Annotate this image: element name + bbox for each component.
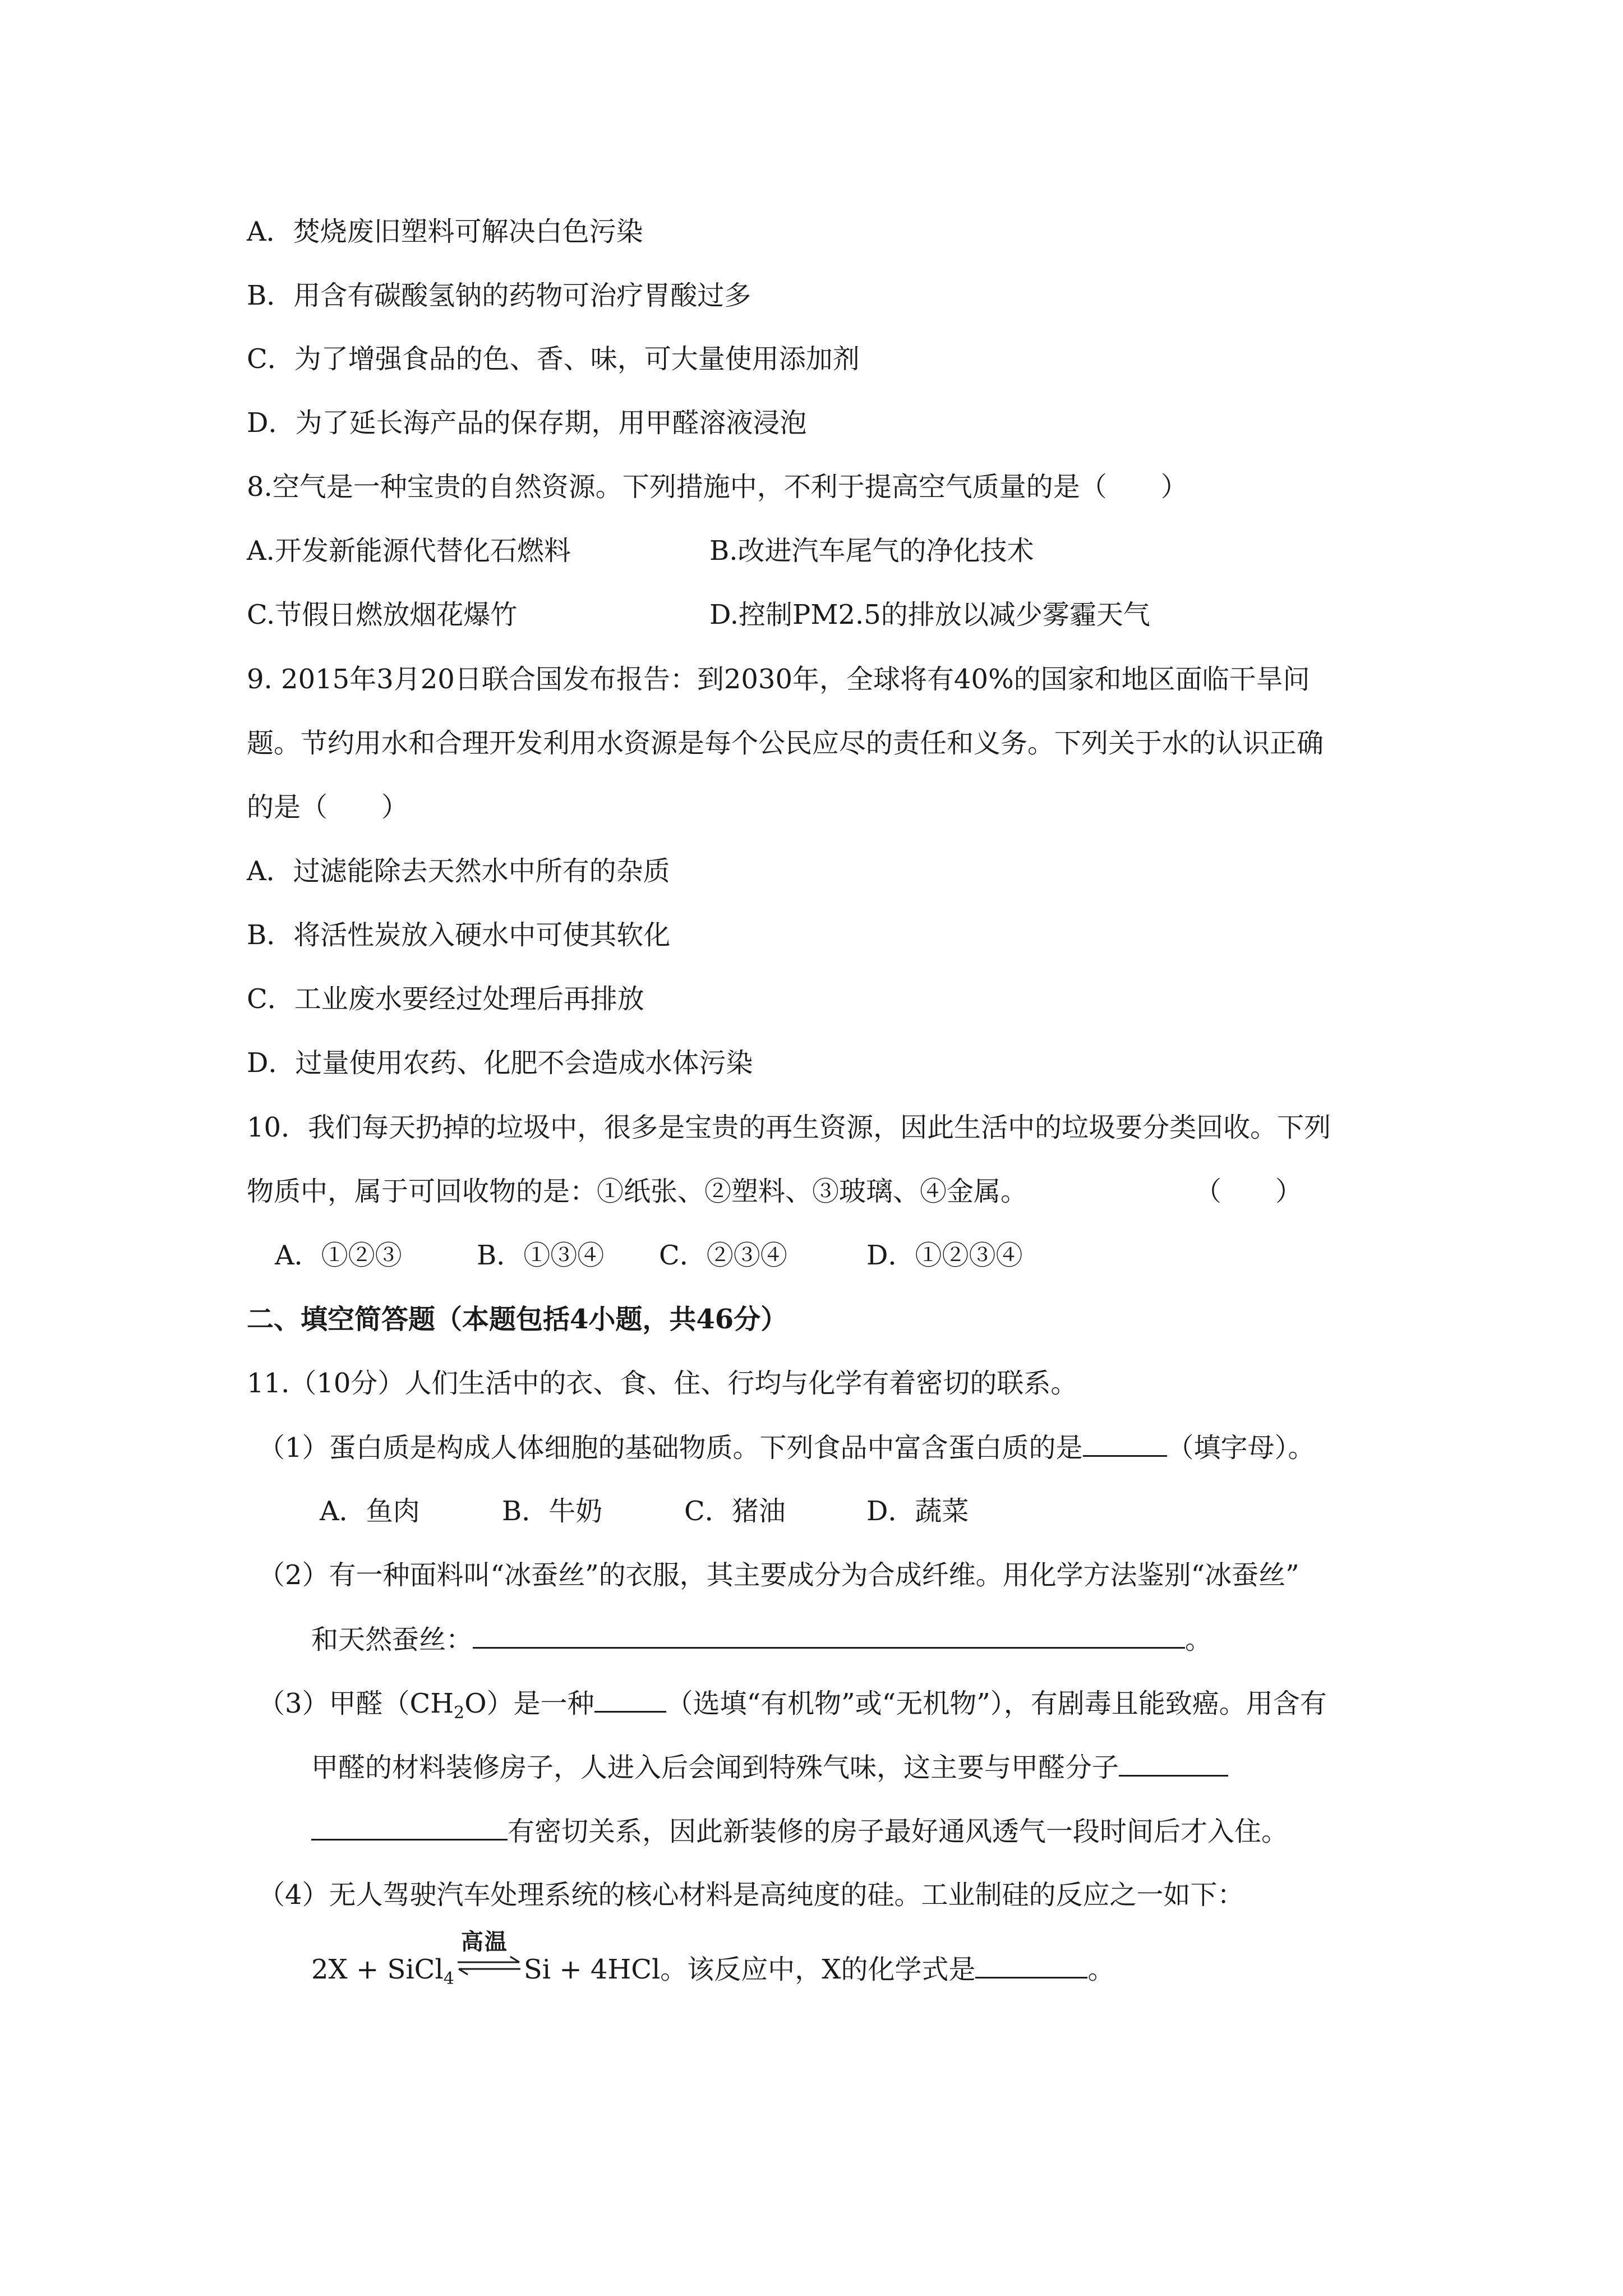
q11-part1-option-d: D．蔬菜 (866, 1496, 969, 1527)
q11-part4-equation (311, 1929, 1115, 1996)
q11-part4-line1: （4）无人驾驶汽车处理系统的核心材料是高纯度的硅。工业制硅的反应之一如下： (258, 1879, 1244, 1911)
q11-part3-tail: （选填“有机物”或“无机物”），有剧毒且能致癌。用含有 (666, 1688, 1327, 1719)
q11-part1-blank[interactable] (1083, 1430, 1167, 1457)
q11-part3-subscript: 2 (454, 1703, 465, 1723)
q10-options (275, 1239, 1023, 1272)
q11-part4-eq-right: Si + 4HCl。该反应中，X的化学式是 (523, 1954, 976, 1985)
q11-part1-tail: （填字母）。 (1166, 1432, 1315, 1464)
q11-part3-mid: O）是一种 (464, 1688, 594, 1719)
q11-stem: 11.（10分）人们生活中的衣、食、住、行均与化学有着密切的联系。 (247, 1368, 1078, 1399)
q11-part4-condition: 高温 (460, 1929, 508, 1955)
q11-part3-blank1[interactable] (594, 1686, 666, 1713)
q11-part3-line3 (311, 1814, 1288, 1848)
q11-part4-blank[interactable] (975, 1952, 1087, 1978)
q11-part4-tail: 。 (1087, 1954, 1115, 1985)
q9-option-a: A．过滤能除去天然水中所有的杂质 (247, 855, 670, 887)
q8-option-d: D.控制PM2.5的排放以减少雾霾天气 (709, 599, 1150, 631)
q11-part3-head: （3）甲醛（CH (258, 1688, 454, 1719)
q11-part3-line1 (258, 1686, 1327, 1730)
q9-option-c: C．工业废水要经过处理后再排放 (247, 983, 644, 1015)
q11-part1-option-a: A．鱼肉 (320, 1496, 420, 1527)
section-heading: 二、填空简答题（本题包括4小题，共46分） (247, 1304, 788, 1335)
q9-stem-line1: 9. 2015年3月20日联合国发布报告：到2030年，全球将有40%的国家和地区面临干旱问 (247, 664, 1310, 695)
q11-part2-line2 (311, 1622, 1212, 1657)
q10-stem-line2 (247, 1175, 1302, 1208)
q8-option-a: A.开发新能源代替化石燃料 (247, 535, 571, 567)
q11-part3-line2 (311, 1750, 1228, 1784)
q10-answer-paren: （ ） (1195, 1176, 1303, 1207)
q11-part4-eq-subscript: 4 (443, 1969, 454, 1989)
q8-option-c: C.节假日燃放烟花爆竹 (247, 599, 518, 631)
q11-part1-option-c: C．猪油 (684, 1496, 786, 1527)
q10-option-b: B．①③④ (477, 1240, 605, 1271)
q11-part2-text: 和天然蚕丝： (311, 1624, 473, 1655)
q10-option-d: D．①②③④ (866, 1240, 1023, 1271)
q11-part1-option-b: B．牛奶 (502, 1496, 603, 1527)
q8-option-b: B.改进汽车尾气的净化技术 (709, 535, 1034, 567)
q11-part2-line1: （2）有一种面料叫“冰蚕丝”的衣服，其主要成分为合成纤维。用化学方法鉴别“冰蚕丝” (258, 1559, 1299, 1591)
q8-options-row1 (247, 534, 1034, 568)
q11-part2-tail: 。 (1185, 1624, 1212, 1655)
q7-option-c: C．为了增强食品的色、香、味，可大量使用添加剂 (247, 343, 860, 375)
q9-option-d: D．过量使用农药、化肥不会造成水体污染 (247, 1047, 753, 1079)
q11-part3-text2: 甲醛的材料装修房子，人进入后会闻到特殊气味，这主要与甲醛分子 (311, 1752, 1119, 1783)
q11-part3-text3: 有密切关系，因此新装修的房子最好通风透气一段时间后才入住。 (508, 1816, 1289, 1847)
q11-part3-blank2[interactable] (1119, 1750, 1228, 1777)
q9-stem-line2: 题。节约用水和合理开发利用水资源是每个公民应尽的责任和义务。下列关于水的认识正确 (247, 728, 1324, 759)
q11-part1-text: （1）蛋白质是构成人体细胞的基础物质。下列食品中富含蛋白质的是 (258, 1432, 1083, 1464)
q7-option-a: A．焚烧废旧塑料可解决白色污染 (247, 216, 643, 247)
q11-part1 (258, 1430, 1315, 1465)
q7-option-d: D．为了延长海产品的保存期，用甲醛溶液浸泡 (247, 407, 807, 439)
q7-option-b: B．用含有碳酸氢钠的药物可治疗胃酸过多 (247, 280, 751, 311)
q9-option-b: B．将活性炭放入硬水中可使其软化 (247, 919, 671, 951)
q11-part1-options (320, 1494, 969, 1528)
q10-stem-line1: 10．我们每天扔掉的垃圾中，很多是宝贵的再生资源，因此生活中的垃圾要分类回收。下列 (247, 1112, 1331, 1143)
reversible-arrow-icon (457, 1929, 522, 1986)
q10-option-c: C．②③④ (659, 1240, 787, 1271)
q8-options-row2 (247, 598, 1150, 632)
q9-stem-line3: 的是（ ） (247, 792, 409, 823)
q11-part2-blank[interactable] (473, 1622, 1185, 1649)
q10-option-a: A．①②③ (275, 1240, 402, 1271)
q8-stem: 8.空气是一种宝贵的自然资源。下列措施中，不利于提高空气质量的是（ ） (247, 471, 1188, 503)
q11-part4-eq-left: 2X + SiCl (311, 1954, 444, 1985)
q11-part3-blank3[interactable] (311, 1814, 508, 1841)
q10-stem-text: 物质中，属于可回收物的是：①纸张、②塑料、③玻璃、④金属。 (247, 1176, 1028, 1207)
